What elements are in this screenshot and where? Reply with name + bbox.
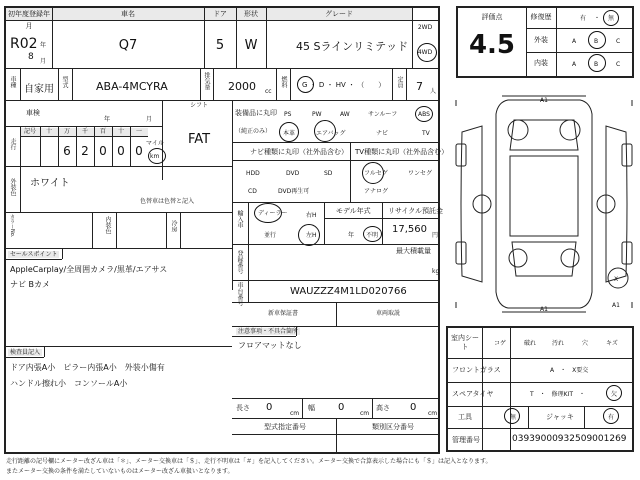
equip-aw: AW bbox=[340, 111, 350, 118]
inspector-label: 検査員記入 bbox=[10, 349, 41, 356]
shift-value: FAT bbox=[188, 132, 211, 147]
repair-sep: ・ bbox=[594, 15, 601, 22]
mgmt-value: 03939000932509001269 bbox=[512, 434, 627, 444]
tv-oneseg: ワンセグ bbox=[408, 170, 433, 177]
height-label: 高さ bbox=[376, 404, 390, 412]
spare-missing-circle bbox=[606, 385, 622, 401]
doors-value: 5 bbox=[215, 38, 225, 53]
drive-2wd: 2WD bbox=[417, 24, 433, 31]
recycle-yen: 円 bbox=[432, 232, 439, 239]
odo-digit: 2 bbox=[81, 144, 89, 158]
first-reg-month: 8 bbox=[28, 52, 34, 62]
length-unit: cm bbox=[290, 410, 300, 417]
exterior-label: 外装色 bbox=[9, 178, 16, 196]
sheet-hole: 穴 bbox=[582, 340, 589, 347]
exterior-note: 色替車は色替と記入 bbox=[140, 198, 195, 205]
navi-sd: SD bbox=[324, 170, 333, 177]
equip-abs-circle bbox=[415, 106, 433, 122]
odo-header-cell: 一 bbox=[130, 128, 148, 136]
score-value: 4.5 bbox=[468, 30, 516, 60]
diagram-rust-mark: X bbox=[614, 276, 619, 283]
inspection-year-label: 年 bbox=[104, 116, 111, 123]
unit-km: km bbox=[150, 153, 160, 160]
navi-cd: CD bbox=[248, 188, 257, 195]
notes-value: フロアマットなし bbox=[238, 341, 302, 350]
height-value: 0 bbox=[410, 402, 417, 413]
car-left-side-view bbox=[461, 126, 482, 282]
odo-header-cell: 記号 bbox=[20, 128, 40, 136]
import-dealer: ディーラー bbox=[258, 210, 288, 217]
model-year-unit: 年 bbox=[348, 232, 355, 239]
max-load-label: 最大積載量 bbox=[396, 247, 431, 255]
sheet-scratch: キズ bbox=[606, 340, 618, 347]
owners-manual: 車両取説 bbox=[376, 310, 401, 317]
navi-dvd: DVD bbox=[286, 170, 300, 177]
odo-header-cell: 万 bbox=[58, 128, 76, 136]
spare-tire-missing: 欠 bbox=[611, 391, 618, 398]
tools-value-circle bbox=[504, 408, 520, 424]
ext-grade-b: B bbox=[594, 38, 599, 45]
registration-label: 登録番号 bbox=[236, 250, 243, 274]
car-name-header: 車名 bbox=[52, 8, 204, 20]
year-unit: 年 bbox=[40, 42, 47, 49]
frame-label: 車台番号 bbox=[236, 282, 243, 306]
odo-digit: 6 bbox=[63, 144, 71, 158]
inspection-month-label: 月 bbox=[146, 116, 153, 123]
car-damage-diagram bbox=[452, 92, 636, 320]
color-no-label: カラーNo. bbox=[9, 214, 15, 238]
tv-analog: アナログ bbox=[364, 188, 389, 195]
unit-mile: マイル bbox=[146, 140, 164, 147]
import-right: 右H bbox=[306, 212, 317, 219]
capacity-value: 7 bbox=[416, 80, 423, 93]
spare-tire-value: T ・ 修理KIT ・ bbox=[530, 391, 592, 398]
rating-interior-label: 内装 bbox=[534, 59, 548, 67]
equip-sunroof: サンルーフ bbox=[368, 111, 398, 118]
inspection-label: 車検 bbox=[26, 109, 40, 117]
recycle-value: 17,560 bbox=[392, 224, 427, 235]
odo-label: 走行 bbox=[9, 138, 16, 150]
car-name-value: Q7 bbox=[118, 38, 138, 53]
tv-label: TV種類に丸印（社外品含む） bbox=[355, 148, 449, 156]
odo-header-cell: 十 bbox=[112, 128, 130, 136]
inspector-line2: ハンドル擦れ小 コンソールA小 bbox=[10, 379, 128, 388]
width-unit: cm bbox=[360, 410, 370, 417]
inspector-line1: ドア内張A小 ピラー内張A小 外装小傷有 bbox=[10, 363, 165, 372]
displacement-label: 排気量 bbox=[203, 72, 210, 90]
length-value: 0 bbox=[266, 402, 273, 413]
new-warranty: 新車保証書 bbox=[268, 310, 299, 317]
model-code: ABA-4MCYRA bbox=[96, 80, 168, 93]
cc-unit: cc bbox=[265, 88, 272, 95]
front-glass-value: A ・ X要交 bbox=[550, 367, 589, 374]
diagram-a1-bottom: A1 bbox=[540, 306, 548, 313]
diagram-a1-top: A1 bbox=[540, 97, 548, 104]
type-cert-label: 型式指定番号 bbox=[264, 423, 306, 431]
navi-label: ナビ種類に丸印（社外品含む） bbox=[250, 148, 348, 156]
equip-ps: PS bbox=[284, 111, 292, 118]
sheet-dirt: 汚れ bbox=[552, 340, 565, 347]
repair-label: 修復歴 bbox=[530, 13, 552, 21]
max-load-unit: kg bbox=[432, 268, 440, 275]
shape-value: W bbox=[244, 38, 258, 53]
ext-grade-b-circle bbox=[588, 31, 606, 49]
exterior-value: ホワイト bbox=[30, 178, 70, 189]
sales-point-label: セールスポイント bbox=[10, 251, 58, 258]
spare-tire-label: スペアタイヤ bbox=[452, 390, 494, 398]
odo-header-cell: 十 bbox=[40, 128, 58, 136]
equipment-label: 装備品に丸印 bbox=[235, 109, 277, 117]
fuel-label: 燃料 bbox=[280, 76, 287, 88]
aircon-label: 冷房 bbox=[170, 220, 177, 232]
drive-4wd: 4WD bbox=[417, 49, 433, 56]
navi-dvd-play: DVD再生可 bbox=[278, 188, 310, 195]
odo-digit: 0 bbox=[117, 144, 125, 158]
sheet-burn: コゲ bbox=[494, 340, 507, 347]
notes-label: 注意事項・不具合箇所 bbox=[238, 328, 299, 335]
ext-grade-c: C bbox=[616, 38, 621, 45]
width-label: 幅 bbox=[308, 404, 315, 412]
equip-leather-circle bbox=[279, 122, 299, 142]
repair-no: 無 bbox=[608, 15, 615, 22]
equipment-sublabel: （純正のみ） bbox=[235, 128, 272, 135]
fuel-options: G ・ D ・ HV ・ （ ） bbox=[302, 81, 386, 89]
type-label: 型式 bbox=[61, 76, 68, 88]
equip-abs: ABS bbox=[418, 111, 430, 118]
sales-point-line1: AppleCarplay/全周囲カメラ/黒革/エアサス bbox=[10, 265, 168, 274]
sheet-tear: 破れ bbox=[524, 340, 537, 347]
import-parallel: 並行 bbox=[264, 232, 277, 239]
equip-tv: TV bbox=[422, 130, 430, 137]
tools-label: 工具 bbox=[458, 413, 472, 421]
import-dealer-circle bbox=[254, 203, 282, 223]
fuel-gasoline-circle bbox=[297, 76, 314, 93]
odo-digit: 0 bbox=[99, 144, 107, 158]
frame-value: WAUZZZ4M1LD020766 bbox=[290, 286, 407, 297]
use-label: 車種 bbox=[9, 76, 16, 88]
int-grade-b: B bbox=[594, 61, 599, 68]
navi-hdd: HDD bbox=[246, 170, 260, 177]
car-right-side-view bbox=[606, 126, 627, 282]
equip-airbag: エアバッグ bbox=[316, 130, 346, 137]
model-year-unknown: 不明 bbox=[366, 232, 379, 239]
import-left: 左H bbox=[306, 232, 317, 239]
length-label: 長さ bbox=[236, 404, 250, 412]
month-unit: 月 bbox=[40, 58, 47, 65]
repair-no-circle bbox=[603, 10, 619, 26]
interior-color-label: 内装色 bbox=[104, 216, 111, 234]
model-year-unknown-circle bbox=[363, 226, 382, 242]
diagram-a1-side: A1 bbox=[612, 302, 620, 309]
doors-header: ドア bbox=[204, 8, 236, 20]
int-grade-c: C bbox=[616, 61, 621, 68]
shape-header: 形状 bbox=[236, 8, 266, 20]
footer-line2: またメーター交換の条件を満たしていないものはメーター改ざん車扱いとなります。 bbox=[6, 468, 234, 475]
capacity-label: 定員 bbox=[396, 76, 403, 88]
odo-header-cell: 千 bbox=[76, 128, 94, 136]
score-label: 評価点 bbox=[481, 13, 503, 21]
import-left-circle bbox=[298, 224, 320, 246]
int-grade-a: A bbox=[572, 61, 577, 68]
mgmt-label: 管理番号 bbox=[452, 436, 480, 444]
recycle-label: リサイクル預託金 bbox=[388, 207, 444, 215]
rating-exterior-label: 外装 bbox=[534, 36, 548, 44]
tv-fullseg-circle bbox=[362, 162, 384, 184]
jack-value: 有 bbox=[608, 414, 615, 421]
interior-sheet-label: 室内シート bbox=[451, 334, 479, 351]
grade-value: 45 Sラインリミテッド bbox=[296, 40, 409, 53]
use-value: 自家用 bbox=[24, 84, 54, 95]
ext-grade-a: A bbox=[572, 38, 577, 45]
model-year-label: モデル年式 bbox=[336, 207, 371, 215]
odo-digit: 0 bbox=[135, 144, 143, 158]
equip-airbag-circle bbox=[314, 120, 336, 142]
displacement-value: 2000 bbox=[228, 80, 256, 93]
capacity-unit: 人 bbox=[430, 88, 437, 95]
import-label: 輸入車 bbox=[236, 210, 243, 228]
grade-header: グレード bbox=[266, 8, 412, 20]
jack-label: ジャッキ bbox=[546, 413, 574, 421]
repair-yes: 有 bbox=[580, 15, 587, 22]
width-value: 0 bbox=[338, 402, 345, 413]
sales-point-line2: ナビ Bカメ bbox=[10, 280, 51, 289]
drive-4wd-circle bbox=[417, 43, 437, 62]
jack-value-circle bbox=[603, 408, 619, 424]
equip-navi: ナビ bbox=[376, 130, 389, 137]
front-glass-label: フロントガラス bbox=[452, 366, 501, 374]
tv-fullseg: フルセグ bbox=[364, 170, 388, 177]
first-reg-header: 初年度登録年月 bbox=[8, 10, 50, 30]
shift-label: シフト bbox=[190, 102, 209, 109]
int-grade-b-circle bbox=[588, 54, 606, 72]
equip-leather: 本革 bbox=[283, 130, 296, 137]
equip-pw: PW bbox=[312, 111, 322, 118]
class-label: 類別区分番号 bbox=[372, 423, 414, 431]
height-unit: cm bbox=[428, 410, 438, 417]
odo-header-cell: 百 bbox=[94, 128, 112, 136]
unit-km-circle bbox=[148, 148, 166, 164]
tools-value: 無 bbox=[510, 414, 517, 421]
first-reg-era: R02 bbox=[10, 36, 38, 52]
footer-line1: 走行距離の記号欄にメーター改ざん車は「＊」、メーター交換車は「＄」、走行不明車は「＃」を記入してください。メーター交換で合算表示した場合にも「＄」は記入となります。 bbox=[6, 458, 492, 465]
